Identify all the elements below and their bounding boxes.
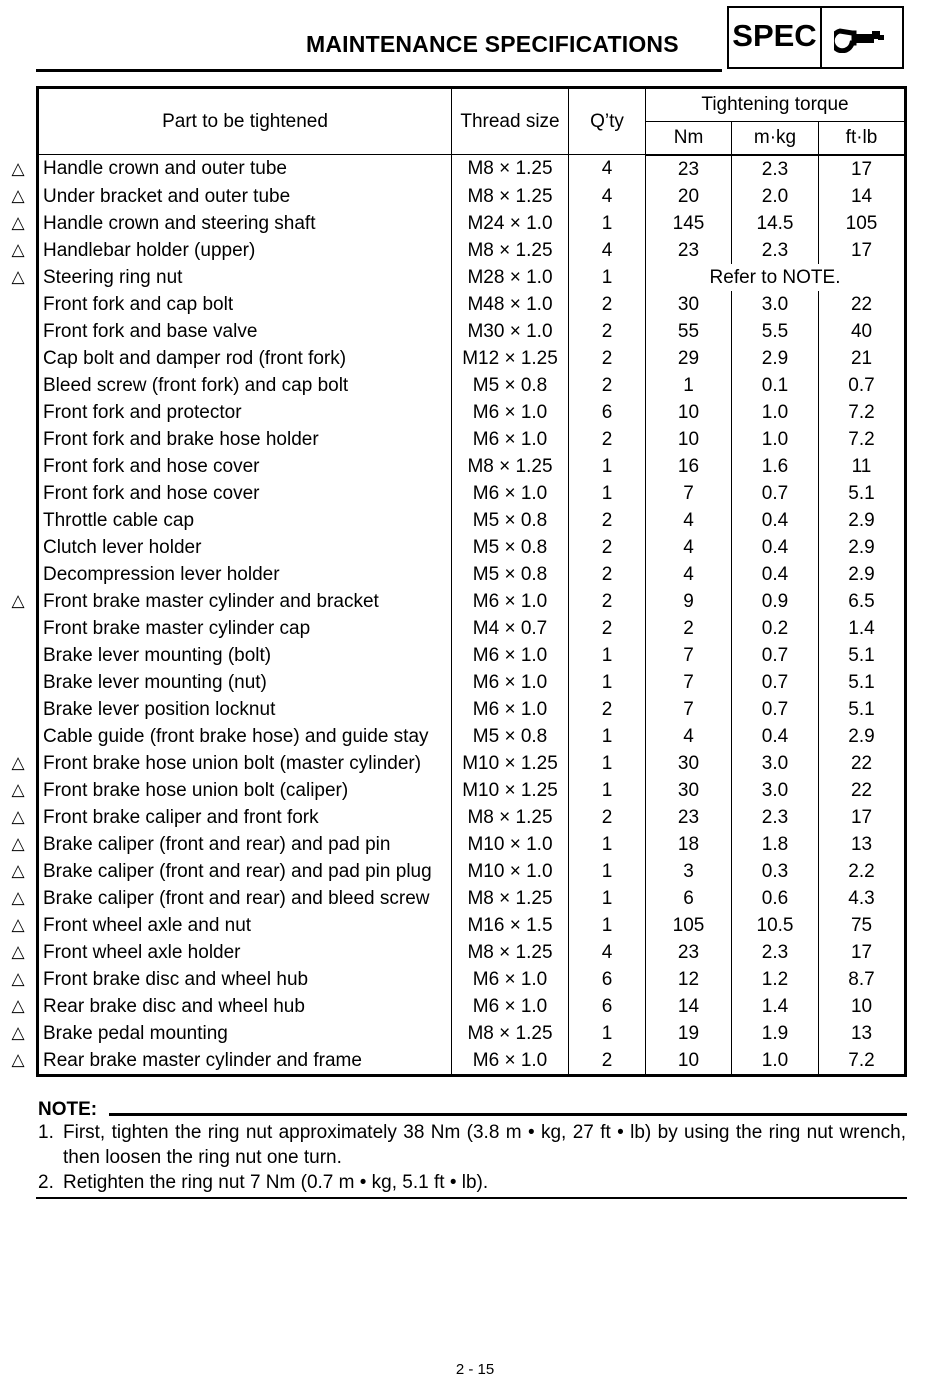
quantity-cell: 2	[569, 318, 646, 345]
torque-ftlb-cell: 7.2	[819, 1047, 906, 1076]
table-row	[38, 1020, 906, 1047]
thread-size-cell: M6 × 1.0	[452, 1047, 569, 1076]
quantity-cell: 6	[569, 993, 646, 1020]
thread-size-cell: M8 × 1.25	[452, 885, 569, 912]
torque-nm-cell: 55	[646, 318, 732, 345]
table-row	[38, 507, 906, 534]
thread-size-cell: M8 × 1.25	[452, 183, 569, 210]
thread-size-cell: M6 × 1.0	[452, 669, 569, 696]
torque-ftlb-cell: 7.2	[819, 426, 906, 453]
torque-note-cell: Refer to NOTE.	[646, 264, 906, 291]
table-row	[38, 534, 906, 561]
thread-size-cell: M4 × 0.7	[452, 615, 569, 642]
torque-mkg-cell: 1.6	[732, 453, 819, 480]
torque-mkg-cell: 1.0	[732, 1047, 819, 1076]
thread-size-cell: M8 × 1.25	[452, 804, 569, 831]
torque-nm-cell: 4	[646, 723, 732, 750]
torque-ftlb-cell: 22	[819, 777, 906, 804]
triangle-mark-icon: △	[11, 834, 25, 853]
torque-nm-cell: 4	[646, 534, 732, 561]
note-item	[38, 1170, 906, 1195]
part-name-cell: Decompression lever holder	[43, 563, 280, 585]
part-name-cell: Rear brake master cylinder and frame	[43, 1049, 362, 1071]
header-quantity: Q’ty	[569, 88, 646, 155]
quantity-cell: 1	[569, 642, 646, 669]
thread-size-cell: M6 × 1.0	[452, 588, 569, 615]
quantity-cell: 2	[569, 507, 646, 534]
quantity-cell: 4	[569, 939, 646, 966]
quantity-cell: 1	[569, 480, 646, 507]
torque-nm-cell: 4	[646, 507, 732, 534]
torque-ftlb-cell: 5.1	[819, 642, 906, 669]
thread-size-cell: M6 × 1.0	[452, 642, 569, 669]
torque-nm-cell: 23	[646, 804, 732, 831]
triangle-mark-icon: △	[11, 753, 25, 772]
torque-mkg-cell: 1.0	[732, 399, 819, 426]
part-name-cell: Front fork and brake hose holder	[43, 428, 319, 450]
torque-ftlb-cell: 5.1	[819, 696, 906, 723]
triangle-mark-icon: △	[11, 888, 25, 907]
table-row	[38, 615, 906, 642]
part-name-cell: Brake pedal mounting	[43, 1022, 228, 1044]
torque-ftlb-cell: 75	[819, 912, 906, 939]
torque-mkg-cell: 0.9	[732, 588, 819, 615]
note-number: 1.	[38, 1122, 54, 1143]
quantity-cell: 2	[569, 534, 646, 561]
torque-ftlb-cell: 2.9	[819, 561, 906, 588]
part-name-cell: Cap bolt and damper rod (front fork)	[43, 347, 347, 369]
table-row	[38, 155, 906, 183]
table-row	[38, 426, 906, 453]
torque-mkg-cell: 0.4	[732, 561, 819, 588]
torque-ftlb-cell: 21	[819, 345, 906, 372]
page-number: 2 - 15	[455, 1361, 495, 1378]
part-name-cell: Handle crown and steering shaft	[43, 212, 316, 234]
quantity-cell: 1	[569, 264, 646, 291]
part-name-cell: Under bracket and outer tube	[43, 185, 291, 207]
thread-size-cell: M6 × 1.0	[452, 966, 569, 993]
torque-nm-cell: 23	[646, 155, 732, 183]
torque-nm-cell: 1	[646, 372, 732, 399]
part-name-cell: Front wheel axle holder	[43, 941, 241, 963]
quantity-cell: 1	[569, 723, 646, 750]
torque-nm-cell: 7	[646, 480, 732, 507]
torque-nm-cell: 30	[646, 291, 732, 318]
quantity-cell: 2	[569, 615, 646, 642]
torque-nm-cell: 7	[646, 642, 732, 669]
wrench-icon	[822, 8, 902, 67]
quantity-cell: 4	[569, 183, 646, 210]
torque-nm-cell: 105	[646, 912, 732, 939]
torque-nm-cell: 10	[646, 426, 732, 453]
table-row	[38, 291, 906, 318]
section-badge-label: SPEC	[729, 8, 822, 67]
thread-size-cell: M12 × 1.25	[452, 345, 569, 372]
table-row	[38, 993, 906, 1020]
torque-ftlb-cell: 7.2	[819, 399, 906, 426]
table-row	[38, 696, 906, 723]
torque-nm-cell: 12	[646, 966, 732, 993]
thread-size-cell: M10 × 1.0	[452, 831, 569, 858]
thread-size-cell: M5 × 0.8	[452, 561, 569, 588]
torque-nm-cell: 7	[646, 696, 732, 723]
thread-size-cell: M8 × 1.25	[452, 453, 569, 480]
torque-ftlb-cell: 22	[819, 291, 906, 318]
header-part: Part to be tightened	[38, 88, 452, 155]
torque-nm-cell: 2	[646, 615, 732, 642]
part-name-cell: Front brake hose union bolt (caliper)	[43, 779, 349, 801]
torque-ftlb-cell: 1.4	[819, 615, 906, 642]
torque-mkg-cell: 0.7	[732, 642, 819, 669]
torque-ftlb-cell: 2.9	[819, 507, 906, 534]
torque-ftlb-cell: 6.5	[819, 588, 906, 615]
table-row	[38, 777, 906, 804]
table-row	[38, 669, 906, 696]
torque-nm-cell: 10	[646, 399, 732, 426]
table-row	[38, 480, 906, 507]
quantity-cell: 2	[569, 561, 646, 588]
triangle-mark-icon: △	[11, 186, 25, 205]
thread-size-cell: M30 × 1.0	[452, 318, 569, 345]
torque-nm-cell: 10	[646, 1047, 732, 1076]
torque-mkg-cell: 0.3	[732, 858, 819, 885]
torque-ftlb-cell: 14	[819, 183, 906, 210]
torque-nm-cell: 4	[646, 561, 732, 588]
quantity-cell: 4	[569, 155, 646, 183]
part-name-cell: Clutch lever holder	[43, 536, 202, 558]
quantity-cell: 2	[569, 372, 646, 399]
torque-ftlb-cell: 13	[819, 1020, 906, 1047]
quantity-cell: 1	[569, 453, 646, 480]
part-name-cell: Handlebar holder (upper)	[43, 239, 256, 261]
quantity-cell: 2	[569, 804, 646, 831]
torque-ftlb-cell: 105	[819, 210, 906, 237]
table-row	[38, 1047, 906, 1076]
quantity-cell: 1	[569, 885, 646, 912]
torque-mkg-cell: 1.4	[732, 993, 819, 1020]
part-name-cell: Front wheel axle and nut	[43, 914, 252, 936]
thread-size-cell: M8 × 1.25	[452, 1020, 569, 1047]
torque-ftlb-cell: 0.7	[819, 372, 906, 399]
thread-size-cell: M6 × 1.0	[452, 399, 569, 426]
torque-ftlb-cell: 13	[819, 831, 906, 858]
note-label: NOTE:	[38, 1099, 98, 1120]
quantity-cell: 1	[569, 669, 646, 696]
thread-size-cell: M5 × 0.8	[452, 534, 569, 561]
triangle-mark-icon: △	[11, 267, 25, 286]
part-name-cell: Brake caliper (front and rear) and bleed screw	[43, 887, 430, 909]
torque-ftlb-cell: 17	[819, 939, 906, 966]
torque-mkg-cell: 2.3	[732, 155, 819, 183]
part-name-cell: Front brake disc and wheel hub	[43, 968, 309, 990]
torque-mkg-cell: 2.0	[732, 183, 819, 210]
torque-mkg-cell: 1.9	[732, 1020, 819, 1047]
table-row	[38, 183, 906, 210]
torque-mkg-cell: 3.0	[732, 777, 819, 804]
thread-size-cell: M8 × 1.25	[452, 155, 569, 183]
triangle-mark-icon: △	[11, 1023, 25, 1042]
torque-nm-cell: 3	[646, 858, 732, 885]
torque-nm-cell: 30	[646, 750, 732, 777]
torque-ftlb-cell: 4.3	[819, 885, 906, 912]
quantity-cell: 1	[569, 750, 646, 777]
table-row	[38, 561, 906, 588]
note-number: 2.	[38, 1172, 54, 1193]
torque-ftlb-cell: 5.1	[819, 480, 906, 507]
torque-nm-cell: 29	[646, 345, 732, 372]
part-name-cell: Brake lever mounting (bolt)	[43, 644, 272, 666]
thread-size-cell: M5 × 0.8	[452, 723, 569, 750]
part-name-cell: Steering ring nut	[43, 266, 183, 288]
torque-spec-table	[36, 86, 907, 1077]
torque-nm-cell: 30	[646, 777, 732, 804]
torque-ftlb-cell: 17	[819, 155, 906, 183]
quantity-cell: 2	[569, 588, 646, 615]
table-row	[38, 966, 906, 993]
thread-size-cell: M8 × 1.25	[452, 939, 569, 966]
torque-mkg-cell: 3.0	[732, 750, 819, 777]
table-row	[38, 939, 906, 966]
torque-nm-cell: 14	[646, 993, 732, 1020]
header-ftlb: ft·lb	[819, 122, 906, 155]
quantity-cell: 1	[569, 210, 646, 237]
table-row	[38, 372, 906, 399]
torque-mkg-cell: 14.5	[732, 210, 819, 237]
table-row	[38, 237, 906, 264]
thread-size-cell: M48 × 1.0	[452, 291, 569, 318]
torque-ftlb-cell: 40	[819, 318, 906, 345]
part-name-cell: Front brake master cylinder cap	[43, 617, 311, 639]
thread-size-cell: M24 × 1.0	[452, 210, 569, 237]
table-row	[38, 885, 906, 912]
part-name-cell: Front fork and protector	[43, 401, 242, 423]
quantity-cell: 2	[569, 1047, 646, 1076]
torque-nm-cell: 9	[646, 588, 732, 615]
table-row	[38, 345, 906, 372]
table-row	[38, 831, 906, 858]
part-name-cell: Throttle cable cap	[43, 509, 195, 531]
torque-nm-cell: 16	[646, 453, 732, 480]
table-row	[38, 804, 906, 831]
triangle-mark-icon: △	[11, 915, 25, 934]
thread-size-cell: M6 × 1.0	[452, 480, 569, 507]
header-mkg: m·kg	[732, 122, 819, 155]
header-nm: Nm	[646, 122, 732, 155]
torque-mkg-cell: 2.9	[732, 345, 819, 372]
title-rule	[36, 69, 722, 72]
quantity-cell: 2	[569, 291, 646, 318]
part-name-cell: Rear brake disc and wheel hub	[43, 995, 305, 1017]
torque-mkg-cell: 0.4	[732, 534, 819, 561]
torque-mkg-cell: 5.5	[732, 318, 819, 345]
part-name-cell: Bleed screw (front fork) and cap bolt	[43, 374, 349, 396]
thread-size-cell: M28 × 1.0	[452, 264, 569, 291]
thread-size-cell: M10 × 1.0	[452, 858, 569, 885]
torque-nm-cell: 7	[646, 669, 732, 696]
triangle-mark-icon: △	[11, 942, 25, 961]
part-name-cell: Front brake master cylinder and bracket	[43, 590, 379, 612]
torque-nm-cell: 145	[646, 210, 732, 237]
quantity-cell: 6	[569, 966, 646, 993]
part-name-cell: Front brake hose union bolt (master cylinder)	[43, 752, 422, 774]
torque-ftlb-cell: 5.1	[819, 669, 906, 696]
triangle-mark-icon: △	[11, 159, 25, 178]
torque-ftlb-cell: 17	[819, 237, 906, 264]
torque-ftlb-cell: 2.2	[819, 858, 906, 885]
thread-size-cell: M5 × 0.8	[452, 507, 569, 534]
table-row	[38, 264, 906, 291]
section-badge	[727, 6, 904, 69]
torque-mkg-cell: 2.3	[732, 939, 819, 966]
part-name-cell: Brake caliper (front and rear) and pad pin	[43, 833, 391, 855]
triangle-mark-icon: △	[11, 780, 25, 799]
thread-size-cell: M6 × 1.0	[452, 426, 569, 453]
part-name-cell: Brake lever position locknut	[43, 698, 276, 720]
torque-mkg-cell: 0.7	[732, 669, 819, 696]
header-thread-size: Thread size	[452, 88, 569, 155]
triangle-mark-icon: △	[11, 996, 25, 1015]
torque-ftlb-cell: 17	[819, 804, 906, 831]
table-row	[38, 858, 906, 885]
page-title: MAINTENANCE SPECIFICATIONS	[306, 31, 679, 57]
torque-mkg-cell: 0.7	[732, 480, 819, 507]
torque-nm-cell: 23	[646, 939, 732, 966]
quantity-cell: 1	[569, 777, 646, 804]
note-text: Retighten the ring nut 7 Nm (0.7 m • kg, 5.1 ft • lb).	[63, 1172, 489, 1193]
torque-mkg-cell: 3.0	[732, 291, 819, 318]
part-name-cell: Front fork and cap bolt	[43, 293, 234, 315]
table-row	[38, 318, 906, 345]
table-row	[38, 399, 906, 426]
quantity-cell: 6	[569, 399, 646, 426]
triangle-mark-icon: △	[11, 240, 25, 259]
note-rule	[109, 1113, 907, 1116]
quantity-cell: 1	[569, 858, 646, 885]
table-row	[38, 453, 906, 480]
thread-size-cell: M10 × 1.25	[452, 777, 569, 804]
torque-nm-cell: 19	[646, 1020, 732, 1047]
thread-size-cell: M10 × 1.25	[452, 750, 569, 777]
part-name-cell: Front fork and base valve	[43, 320, 258, 342]
quantity-cell: 4	[569, 237, 646, 264]
torque-ftlb-cell: 11	[819, 453, 906, 480]
table-row	[38, 723, 906, 750]
quantity-cell: 1	[569, 912, 646, 939]
triangle-mark-icon: △	[11, 591, 25, 610]
quantity-cell: 1	[569, 1020, 646, 1047]
triangle-mark-icon: △	[11, 1050, 25, 1069]
torque-nm-cell: 20	[646, 183, 732, 210]
torque-mkg-cell: 2.3	[732, 237, 819, 264]
quantity-cell: 1	[569, 831, 646, 858]
triangle-mark-icon: △	[11, 861, 25, 880]
part-name-cell: Handle crown and outer tube	[43, 158, 287, 180]
part-name-cell: Cable guide (front brake hose) and guide stay	[43, 725, 429, 747]
part-name-cell: Brake lever mounting (nut)	[43, 671, 267, 693]
torque-mkg-cell: 0.6	[732, 885, 819, 912]
quantity-cell: 2	[569, 426, 646, 453]
torque-mkg-cell: 0.2	[732, 615, 819, 642]
note-list	[38, 1120, 906, 1195]
torque-ftlb-cell: 10	[819, 993, 906, 1020]
table-row	[38, 750, 906, 777]
torque-mkg-cell: 10.5	[732, 912, 819, 939]
table-row	[38, 642, 906, 669]
table-row	[38, 588, 906, 615]
torque-mkg-cell: 0.4	[732, 723, 819, 750]
part-name-cell: Front fork and hose cover	[43, 482, 260, 504]
thread-size-cell: M6 × 1.0	[452, 696, 569, 723]
torque-mkg-cell: 0.1	[732, 372, 819, 399]
thread-size-cell: M16 × 1.5	[452, 912, 569, 939]
quantity-cell: 2	[569, 345, 646, 372]
header-tightening-torque: Tightening torque	[646, 88, 906, 122]
part-name-cell: Front brake caliper and front fork	[43, 806, 319, 828]
part-name-cell: Front fork and hose cover	[43, 455, 260, 477]
triangle-mark-icon: △	[11, 807, 25, 826]
torque-mkg-cell: 1.0	[732, 426, 819, 453]
part-name-cell: Brake caliper (front and rear) and pad pin plug	[43, 860, 432, 882]
thread-size-cell: M8 × 1.25	[452, 237, 569, 264]
torque-mkg-cell: 2.3	[732, 804, 819, 831]
torque-mkg-cell: 0.4	[732, 507, 819, 534]
torque-nm-cell: 23	[646, 237, 732, 264]
torque-mkg-cell: 1.8	[732, 831, 819, 858]
note-item	[38, 1120, 906, 1170]
torque-ftlb-cell: 8.7	[819, 966, 906, 993]
table-row	[38, 210, 906, 237]
torque-mkg-cell: 0.7	[732, 696, 819, 723]
note-text: First, tighten the ring nut approximately 38 Nm (3.8 m • kg, 27 ft • lb) by using the ring nut wrench, then loosen the ring nut one turn.	[63, 1122, 906, 1168]
thread-size-cell: M6 × 1.0	[452, 993, 569, 1020]
quantity-cell: 2	[569, 696, 646, 723]
table-row	[38, 912, 906, 939]
torque-mkg-cell: 1.2	[732, 966, 819, 993]
torque-nm-cell: 6	[646, 885, 732, 912]
torque-ftlb-cell: 2.9	[819, 534, 906, 561]
triangle-mark-icon: △	[11, 969, 25, 988]
torque-ftlb-cell: 22	[819, 750, 906, 777]
note-bottom-rule	[36, 1197, 907, 1199]
torque-ftlb-cell: 2.9	[819, 723, 906, 750]
torque-nm-cell: 18	[646, 831, 732, 858]
thread-size-cell: M5 × 0.8	[452, 372, 569, 399]
triangle-mark-icon: △	[11, 213, 25, 232]
